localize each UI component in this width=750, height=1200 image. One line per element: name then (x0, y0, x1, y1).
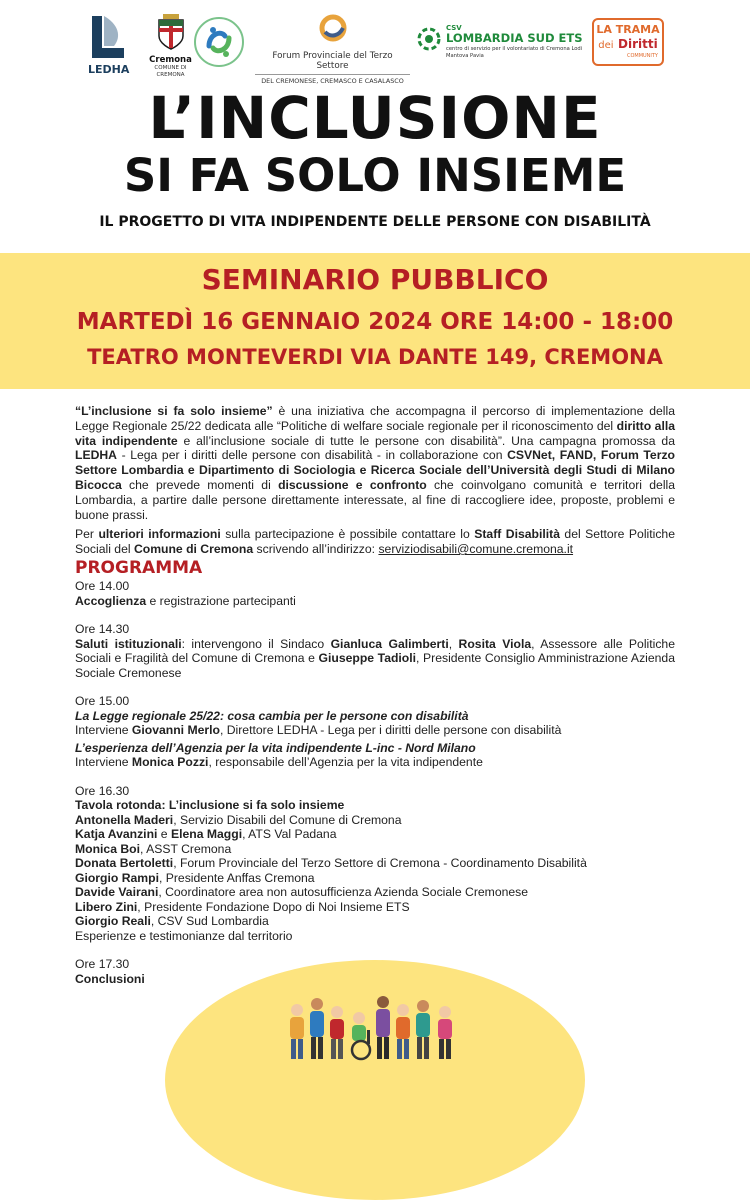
info-bold-span: Comune di Cremona (133, 542, 254, 557)
page-title-line2: SI FA SOLO INSIEME (123, 149, 627, 202)
forum-mark-icon (317, 14, 349, 44)
forum-title: Forum Provinciale del Terzo Settore (272, 51, 393, 71)
program-session (75, 694, 675, 770)
person-figure (416, 1000, 430, 1059)
contact-email-link[interactable]: serviziodisabili@comune.cremona.it (378, 542, 574, 557)
person-figure (290, 1004, 304, 1059)
session-time: Ore 14.30 (75, 622, 130, 636)
page-title: L’INCLUSIONE (148, 84, 602, 152)
csv-name: LOMBARDIA SUD ETS (446, 31, 583, 45)
panelist (75, 871, 675, 886)
panelist (75, 885, 675, 900)
info-text-span: Per (75, 527, 99, 542)
speaker-name: Giovanni Merlo (131, 723, 220, 737)
intro-text-span: - Lega per i diritti delle persone con disabilità - in collaborazione con (116, 448, 508, 463)
intro-text-span: che prevede momenti di (121, 477, 279, 492)
wheelchair-user-figure (352, 1012, 370, 1059)
session-text: Interviene (75, 755, 132, 769)
intro-bold-span: CSVNet, FAND, Forum Terzo Settore Lombardia e Dipartimento di Sociologia e Ricerca Sociale dell’Università degli Studi di Milano Bicocca (75, 448, 675, 492)
csv-tagline: centro di servizio per il volontariato di Cremona Lodi Mantova Pavia (446, 46, 583, 59)
trama-community: COMMUNITY (626, 53, 658, 59)
info-text-span: del Settore Politiche Sociali del (75, 527, 675, 557)
session-bold: Saluti istituzionali (75, 636, 182, 651)
cremona-logo (148, 14, 193, 79)
intro-paragraph (75, 404, 675, 522)
speaker-name: Monica Pozzi (131, 755, 209, 769)
logo-row (0, 14, 750, 84)
panelist (75, 900, 675, 915)
session-detail (75, 594, 675, 609)
session-text: , Coordinatore area non autosufficienza Azienda Sociale Cremonese (158, 885, 529, 899)
session-time: Ore 14.00 (75, 579, 130, 593)
program-session (75, 784, 675, 944)
csv-small: CSV (446, 24, 462, 32)
speaker-name: Elena Maggi (170, 827, 243, 841)
session-text: Interviene (75, 723, 132, 737)
ledha-logo (88, 14, 133, 76)
event-band (0, 253, 750, 389)
info-bold-span: Staff Disabilità (474, 527, 560, 542)
session-detail (75, 637, 675, 681)
session-talk-title: La Legge regionale 25/22: cosa cambia per le persone con disabilità (75, 708, 469, 723)
session-text: e (157, 827, 171, 841)
azienda-sociale-icon (193, 16, 245, 68)
session-text: , Direttore LEDHA - Lega per i diritti delle persone con disabilità (219, 723, 562, 737)
event-date-time: MARTEDÌ 16 GENNAIO 2024 ORE 14:00 - 18:00 (76, 309, 674, 335)
speaker-name: Gianluca Galimberti (330, 636, 449, 651)
panelist (75, 842, 675, 857)
info-paragraph (75, 527, 675, 557)
speaker-name: Monica Boi (75, 841, 141, 856)
session-time: Ore 17.30 (75, 957, 130, 971)
session-text: , ASST Cremona (140, 841, 232, 856)
trama-diritti-logo (592, 18, 664, 66)
session-title (75, 798, 675, 813)
person-figure (438, 1006, 452, 1059)
forum-sub: DEL CREMONESE, CREMASCO E CASALASCO (255, 74, 410, 85)
event-venue: TEATRO MONTEVERDI VIA DANTE 149, CREMONA (87, 345, 663, 369)
session-text: , (448, 636, 459, 651)
session-text: , Presidente Fondazione Dopo di Noi Insieme ETS (137, 899, 410, 914)
intro-bold-span: discussione e confronto (278, 477, 427, 492)
person-figure (396, 1004, 410, 1059)
intro-text (75, 404, 675, 562)
session-text: , Forum Provinciale del Terzo Settore di Cremona - Coordinamento Disabilità (173, 856, 587, 870)
forum-logo (255, 14, 410, 85)
session-text: , Assessore alle Politiche Sociali e Fragilità del Comune di Cremona e (75, 636, 675, 665)
intro-bold-span: diritto alla vita indipendente (75, 418, 675, 448)
session-bold: Accoglienza (75, 593, 147, 608)
program-session (75, 579, 675, 608)
session-talk-title: L’esperienza dell’Agenzia per la vita indipendente L-inc - Nord Milano (75, 740, 476, 755)
intro-text-span: che coinvolgano comunità e territori della Lombardia, a partire dalle persone direttamente interessate, al fine di raccogliere idee, proposte, problemi e buone prassi. (75, 477, 676, 522)
session-text: , ATS Val Padana (242, 827, 337, 841)
speaker-name: Giorgio Rampi (75, 870, 159, 885)
person-figure (310, 998, 324, 1059)
program-list (75, 579, 675, 1000)
program-session (75, 622, 675, 680)
session-text: , Servizio Disabili del Comune di Cremona (173, 812, 402, 827)
csv-mark-icon (416, 26, 442, 52)
session-detail (75, 755, 675, 770)
session-time: Ore 16.30 (75, 783, 130, 798)
session-text: , Presidente Consiglio Amministrazione Azienda Sociale Cremonese (75, 651, 675, 680)
session-detail: Esperienze e testimonianze dal territorio (75, 928, 293, 943)
info-text-span: sulla partecipazione è possibile contattare lo (220, 527, 475, 542)
trama-diritti: Diritti (618, 37, 658, 51)
event-type: SEMINARIO PUBBLICO (201, 263, 549, 296)
panelist (75, 813, 675, 828)
speaker-name: Rosita Viola (458, 636, 532, 651)
cremona-sub: COMUNE DI CREMONA (154, 65, 187, 78)
session-text: : intervengono il Sindaco (181, 636, 331, 651)
speaker-name: Giuseppe Tadioli (318, 651, 417, 665)
session-title (75, 709, 675, 724)
trama-line1: LA TRAMA (596, 23, 660, 36)
program-heading: PROGRAMMA (75, 558, 203, 578)
people-group-illustration (285, 980, 465, 1061)
speaker-name: Giorgio Reali (75, 914, 151, 928)
speaker-name: Donata Bertoletti (75, 856, 174, 870)
conclusion-title: Conclusioni (75, 971, 145, 986)
intro-text-span: è una iniziativa che accompagna il percorso di implementazione della Legge Regionale 25/22 dedicata alle “Politiche di welfare sociale regionale per il riconoscimento del (75, 404, 675, 433)
trama-dei: dei (598, 40, 614, 51)
panelist (75, 827, 675, 842)
intro-bold-span: LEDHA (75, 448, 117, 463)
ledha-mark-icon (88, 14, 128, 60)
campaign-name: “L’inclusione si fa solo insieme” (75, 404, 273, 418)
speaker-name: Antonella Maderi (75, 812, 174, 827)
round-table-title: Tavola rotonda: L’inclusione si fa solo insieme (75, 798, 345, 812)
info-text-span: scrivendo all’indirizzo: (253, 542, 379, 557)
speaker-name: Davide Vairani (75, 885, 159, 899)
panelist (75, 914, 675, 929)
session-text: , Presidente Anffas Cremona (158, 870, 315, 885)
person-figure (330, 1006, 344, 1059)
session-detail (75, 723, 675, 738)
session-text: , CSV Sud Lombardia (150, 914, 269, 928)
speaker-name: Katja Avanzini (75, 827, 158, 841)
ledha-logo-text: LEDHA (88, 63, 130, 76)
panelist (75, 856, 675, 871)
speaker-name: Libero Zini (75, 899, 138, 914)
page-subtitle: IL PROGETTO DI VITA INDIPENDENTE DELLE PERSONE CON DISABILITÀ (99, 214, 651, 230)
person-figure (376, 996, 390, 1059)
azienda-sociale-logo (193, 16, 245, 73)
info-bold-span: ulteriori informazioni (98, 527, 221, 542)
cremona-name: Cremona (149, 55, 192, 65)
session-text: , responsabile dell’Agenzia per la vita indipendente (208, 755, 483, 769)
session-text: e registrazione partecipanti (146, 593, 296, 608)
session-title (75, 741, 675, 756)
session-time: Ore 15.00 (75, 694, 130, 708)
intro-text-span: e all’inclusione sociale di tutte le persone con disabilità”. Una campagna promossa da (177, 433, 675, 448)
cremona-crest-icon (156, 14, 186, 50)
